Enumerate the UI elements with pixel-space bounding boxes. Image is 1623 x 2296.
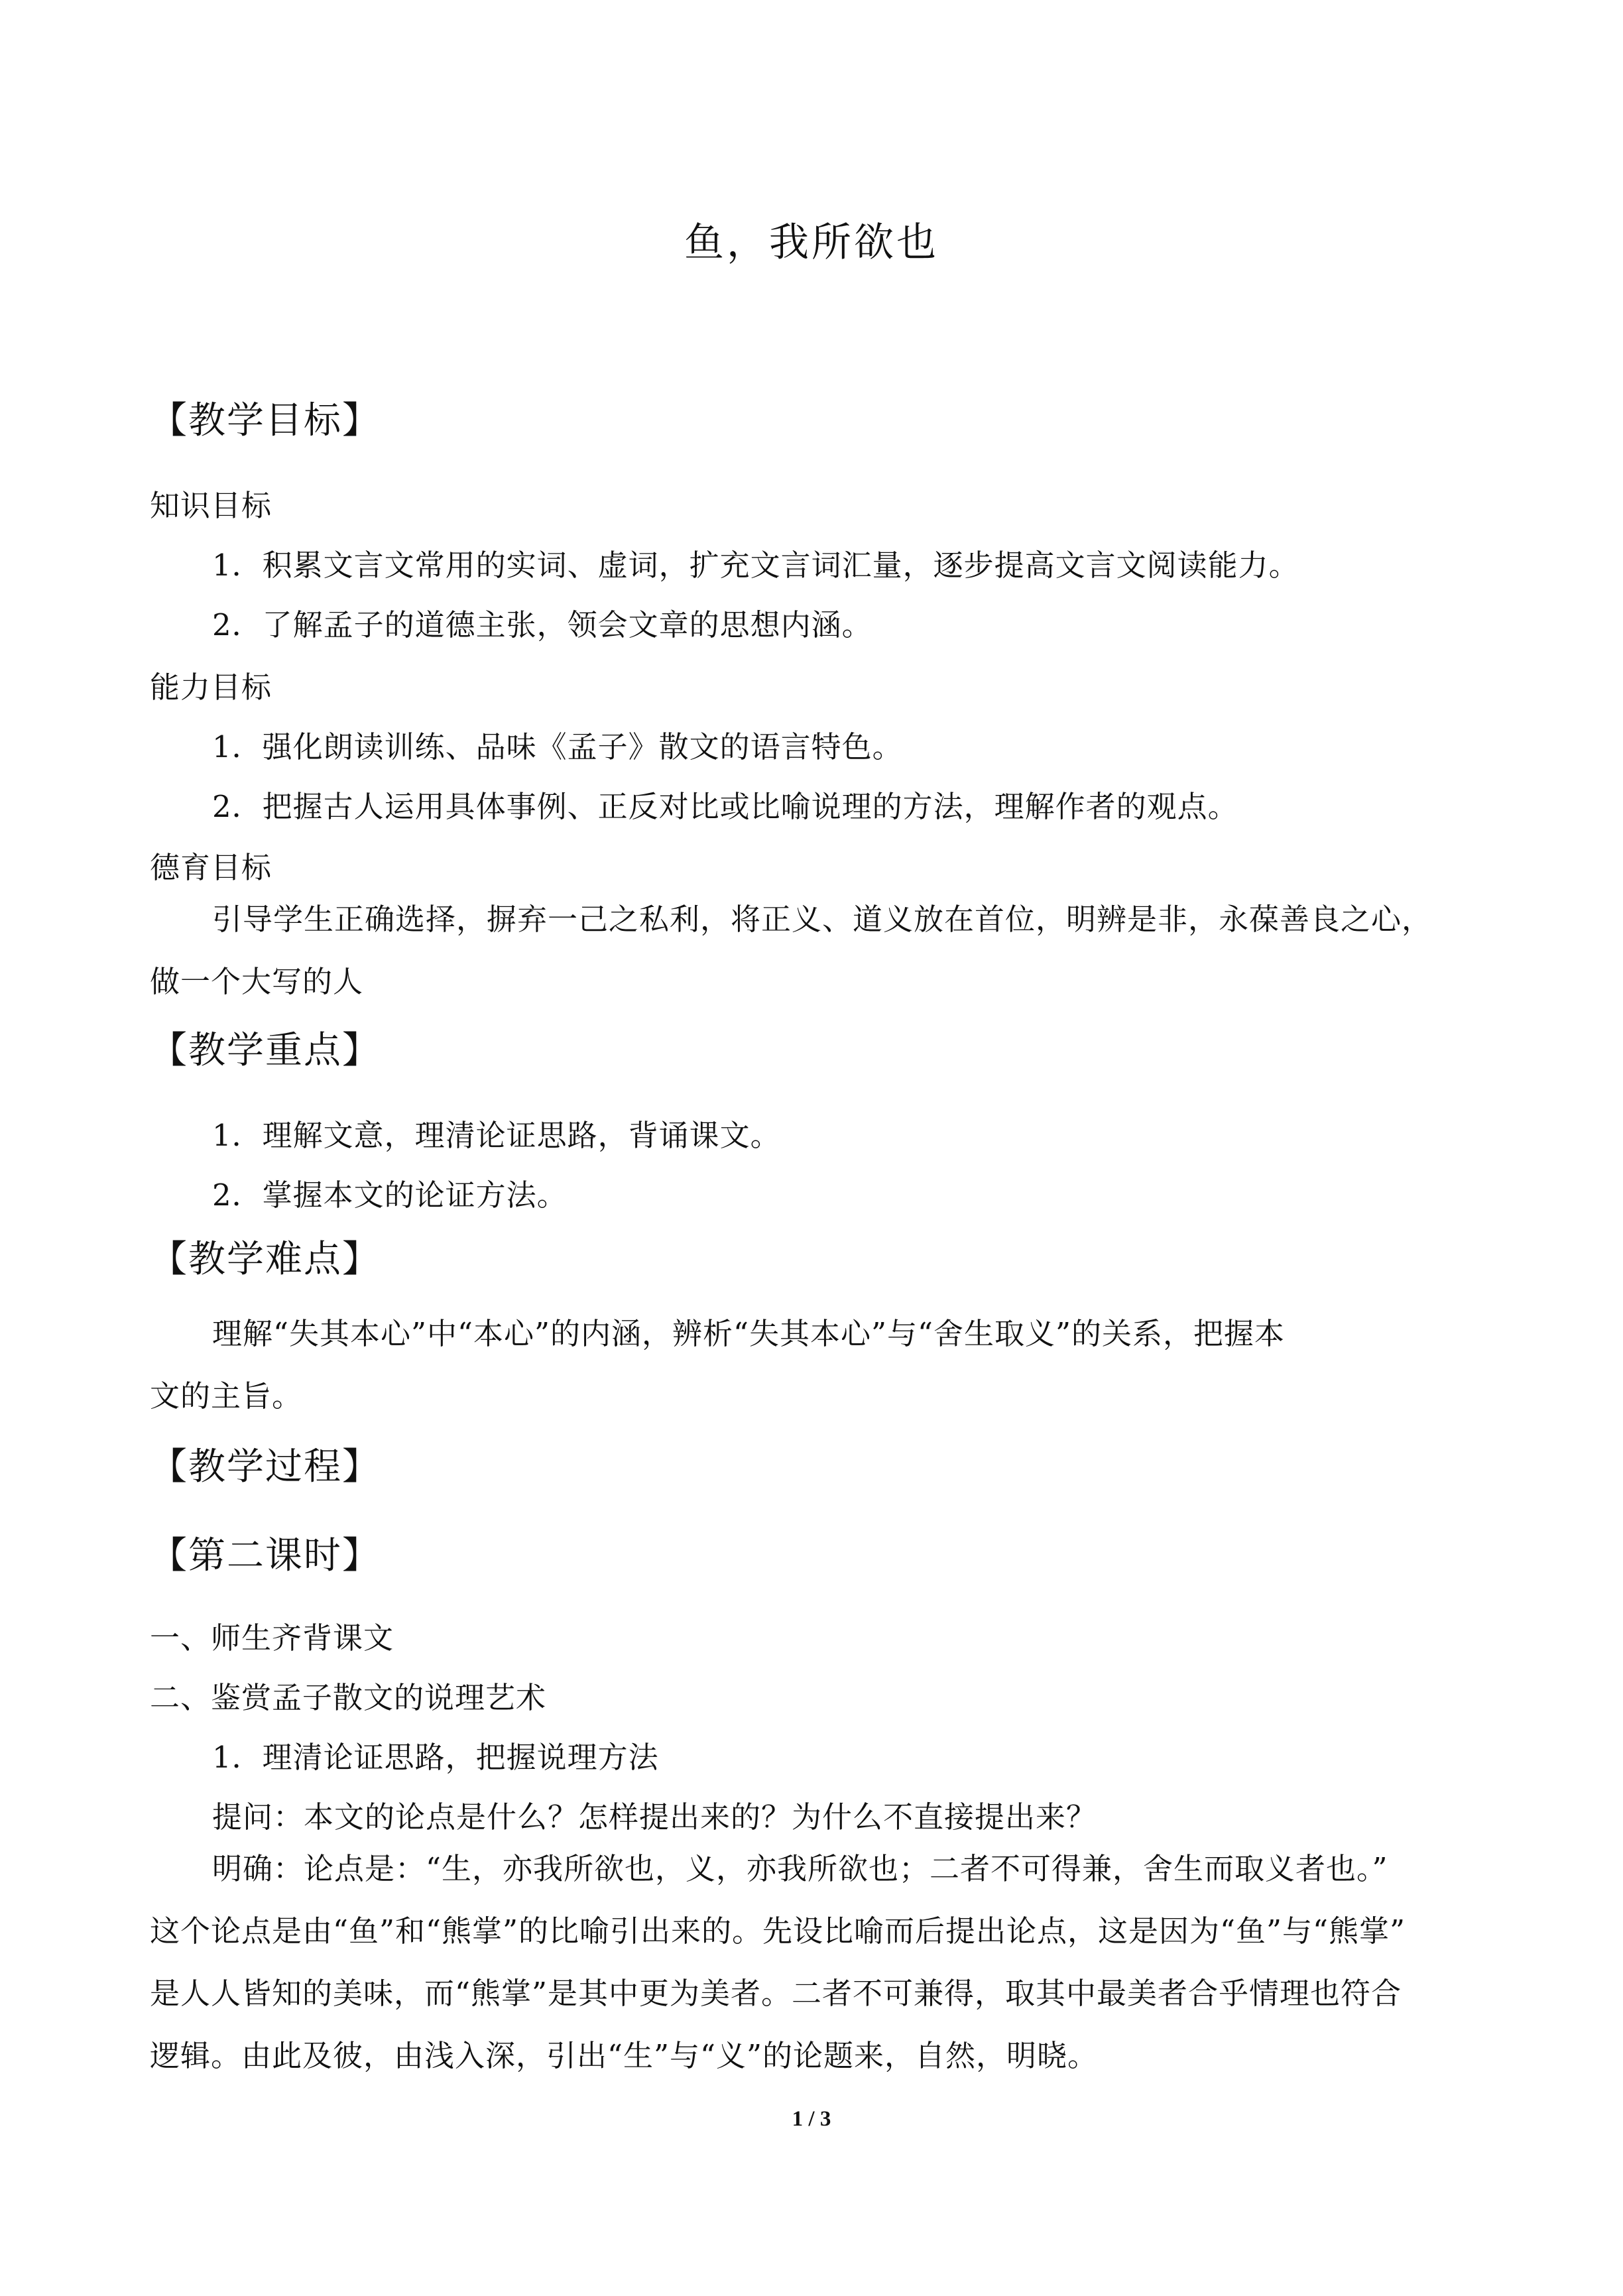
subheading-ability: 能力目标 bbox=[150, 670, 272, 705]
lesson-question: 提问：本文的论点是什么？怎样提出来的？为什么不直接提出来？ bbox=[212, 1799, 1097, 1835]
key-point-item-2: 2．掌握本文的论证方法。 bbox=[212, 1178, 568, 1213]
subheading-knowledge: 知识目标 bbox=[150, 488, 272, 523]
answer-line-2: 这个论点是由“鱼”和“熊掌”的比喻引出来的。先设比喻而后提出论点，这是因为“鱼”与“熊掌” bbox=[150, 1913, 1406, 1949]
difficulties-line-1: 理解“失其本心”中“本心”的内涵，辨析“失其本心”与“舍生取义”的关系，把握本 bbox=[212, 1316, 1286, 1351]
difficulties-line-2: 文的主旨。 bbox=[150, 1378, 303, 1414]
knowledge-item-1: 1．积累文言文常用的实词、虚词，扩充文言词汇量，逐步提高文言文阅读能力。 bbox=[212, 548, 1299, 583]
answer-line-3: 是人人皆知的美味，而“熊掌”是其中更为美者。二者不可兼得，取其中最美者合乎情理也符合 bbox=[150, 1976, 1402, 2011]
key-point-item-1: 1．理解文意，理清论证思路，背诵课文。 bbox=[212, 1118, 781, 1153]
knowledge-item-2: 2．了解孟子的道德主张，领会文章的思想内涵。 bbox=[212, 607, 872, 642]
subheading-moral: 德育目标 bbox=[150, 850, 272, 885]
lesson-step-2: 二、鉴赏孟子散文的说理艺术 bbox=[150, 1680, 547, 1715]
moral-line-2: 做一个大写的人 bbox=[150, 964, 364, 999]
ability-item-1: 1．强化朗读训练、品味《孟子》散文的语言特色。 bbox=[212, 729, 903, 764]
section-heading-process: 【教学过程】 bbox=[150, 1445, 381, 1488]
moral-paragraph bbox=[150, 888, 1476, 1013]
page-number: 1 / 3 bbox=[792, 2107, 831, 2131]
answer-line-1: 明确：论点是：“生，亦我所欲也，义，亦我所欲也；二者不可得兼，舍生而取义者也。” bbox=[212, 1851, 1388, 1886]
ability-item-2: 2．把握古人运用具体事例、正反对比或比喻说理的方法，理解作者的观点。 bbox=[212, 789, 1238, 824]
difficulties-paragraph bbox=[150, 1303, 1476, 1427]
lesson-answer-paragraph bbox=[150, 1838, 1476, 2087]
document-title: 鱼，我所欲也 bbox=[684, 219, 939, 266]
section-heading-objectives: 【教学目标】 bbox=[150, 399, 381, 442]
lesson-step-2-item-1: 1．理清论证思路，把握说理方法 bbox=[212, 1740, 659, 1775]
section-heading-difficulties: 【教学难点】 bbox=[150, 1238, 381, 1281]
answer-line-4: 逻辑。由此及彼，由浅入深，引出“生”与“义”的论题来，自然，明晓。 bbox=[150, 2038, 1099, 2073]
lesson-step-1: 一、师生齐背课文 bbox=[150, 1620, 394, 1656]
section-heading-lesson: 【第二课时】 bbox=[150, 1534, 381, 1577]
moral-line-1: 引导学生正确选择，摒弃一己之私利，将正义、道义放在首位，明辨是非，永葆善良之心， bbox=[212, 902, 1433, 937]
section-heading-key-points: 【教学重点】 bbox=[150, 1029, 381, 1072]
